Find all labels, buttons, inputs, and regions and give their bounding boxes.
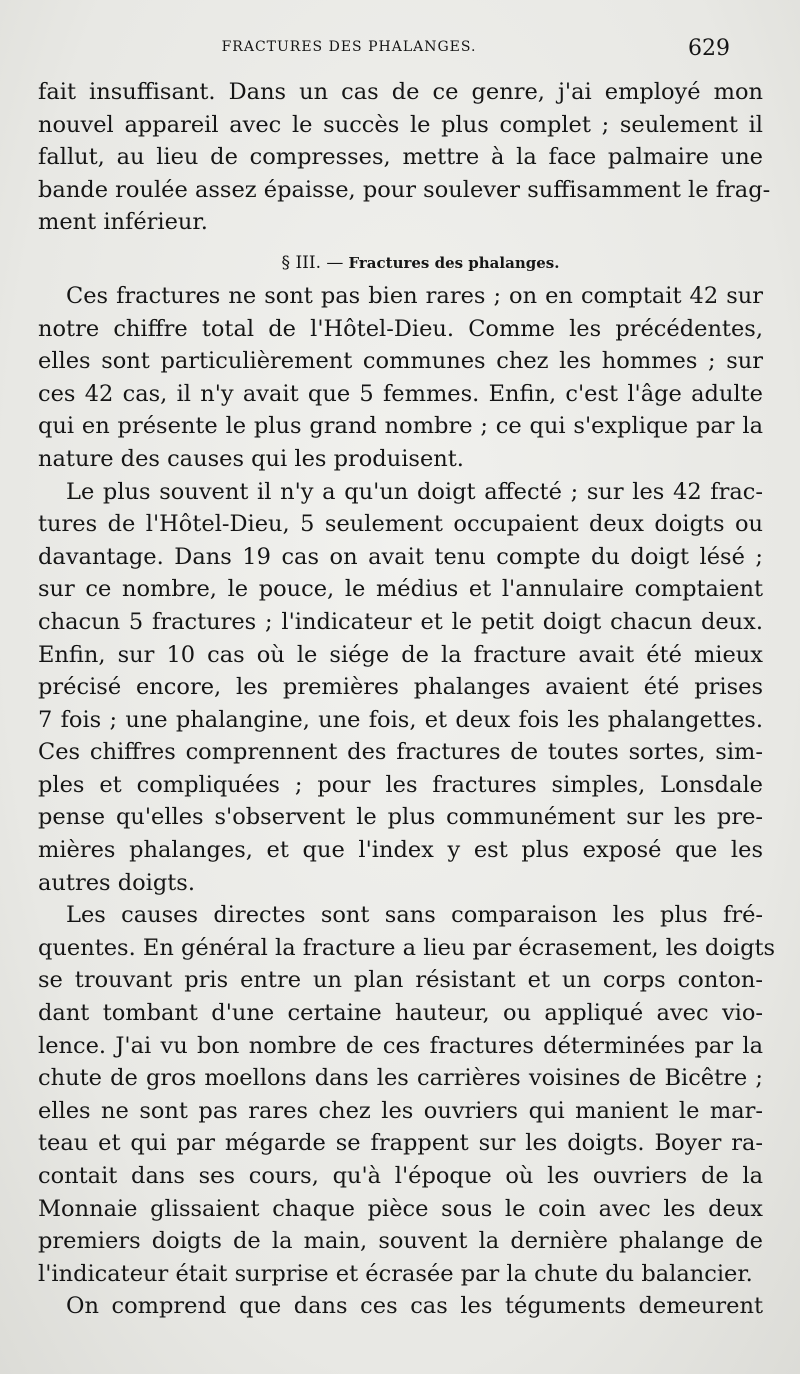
text-line: bande roulée assez épaisse, pour soulever suffisamment le frag- <box>38 176 771 203</box>
paragraph-2 <box>38 280 763 476</box>
running-head <box>40 36 730 64</box>
text-line: Enfin, sur 10 cas où le siége de la fracture avait été mieux <box>38 641 763 668</box>
section-number: § III. — <box>281 252 344 273</box>
paragraph-1 <box>38 76 771 239</box>
text-line: chacun 5 fractures ; l'indicateur et le petit doigt chacun deux. <box>38 608 763 635</box>
running-title: FRACTURES DES PHALANGES. <box>221 39 477 55</box>
section-title: Fractures des phalanges. <box>348 253 560 272</box>
text-line: tures de l'Hôtel-Dieu, 5 seulement occupaient deux doigts ou <box>38 511 763 538</box>
page-number: 629 <box>688 36 730 61</box>
text-line: chute de gros moellons dans les carrières voisines de Bicêtre ; <box>38 1065 763 1092</box>
text-line: fallut, au lieu de compresses, mettre à la face palmaire une <box>38 144 763 171</box>
text-line: contait dans ses cours, qu'à l'époque où les ouvriers de la <box>38 1163 763 1189</box>
text-line: l'indicateur était surprise et écrasée par la chute du balancier. <box>38 1260 753 1287</box>
text-line: lence. J'ai vu bon nombre de ces fractures déterminées par la <box>38 1032 763 1059</box>
text-line: Monnaie glissaient chaque pièce sous le coin avec les deux <box>38 1195 763 1222</box>
text-line: ment inférieur. <box>38 209 208 236</box>
text-line: nouvel appareil avec le succès le plus complet ; seulement il <box>38 111 763 138</box>
text-line: autres doigts. <box>38 869 196 896</box>
text-line: dant tombant d'une certaine hauteur, ou appliqué avec vio- <box>38 1000 763 1027</box>
text-line: sur ce nombre, le pouce, le médius et l'annulaire comptaient <box>38 576 763 603</box>
text-line: elles ne sont pas rares chez les ouvriers qui manient le mar- <box>38 1097 763 1124</box>
paragraph-5 <box>38 1290 763 1323</box>
paragraph-3 <box>38 476 763 900</box>
text-line: Ces fractures ne sont pas bien rares ; on en comptait 42 sur <box>66 282 763 309</box>
text-line: 7 fois ; une phalangine, une fois, et deux fois les phalangettes. <box>38 706 763 733</box>
text-line: quentes. En général la fracture a lieu par écrasement, les doigts <box>38 934 776 961</box>
text-line: teau et qui par mégarde se frappent sur les doigts. Boyer ra- <box>38 1130 763 1157</box>
text-line: se trouvant pris entre un plan résistant et un corps conton- <box>38 967 763 994</box>
text-line: Les causes directes sont sans comparaison les plus fré- <box>66 902 763 929</box>
text-line: ples et compliquées ; pour les fractures simples, Lonsdale <box>38 771 763 798</box>
text-line: fait insuffisant. Dans un cas de ce genre, j'ai employé mon <box>38 79 763 105</box>
section-heading <box>38 239 763 273</box>
text-line: Le plus souvent il n'y a qu'un doigt affecté ; sur les 42 frac- <box>66 478 763 505</box>
body-text <box>38 76 776 1323</box>
text-line: mières phalanges, et que l'index y est plus exposé que les <box>38 837 763 864</box>
text-line: précisé encore, les premières phalanges avaient été prises <box>38 674 763 701</box>
text-line: Ces chiffres comprennent des fractures de toutes sortes, sim- <box>38 739 763 766</box>
text-line: ces 42 cas, il n'y avait que 5 femmes. Enfin, c'est l'âge adulte <box>38 380 763 407</box>
text-line: elles sont particulièrement communes chez les hommes ; sur <box>38 348 763 375</box>
text-line: premiers doigts de la main, souvent la dernière phalange de <box>38 1228 763 1255</box>
text-line: nature des causes qui les produisent. <box>38 445 464 472</box>
text-line: davantage. Dans 19 cas on avait tenu compte du doigt lésé ; <box>38 543 763 570</box>
text-line: notre chiffre total de l'Hôtel-Dieu. Comme les précédentes, <box>38 315 763 342</box>
text-line: qui en présente le plus grand nombre ; ce qui s'explique par la <box>38 413 763 440</box>
text-line: pense qu'elles s'observent le plus communément sur les pre- <box>38 804 763 831</box>
paragraph-4 <box>38 899 776 1290</box>
text-line: On comprend que dans ces cas les téguments demeurent <box>66 1293 763 1320</box>
